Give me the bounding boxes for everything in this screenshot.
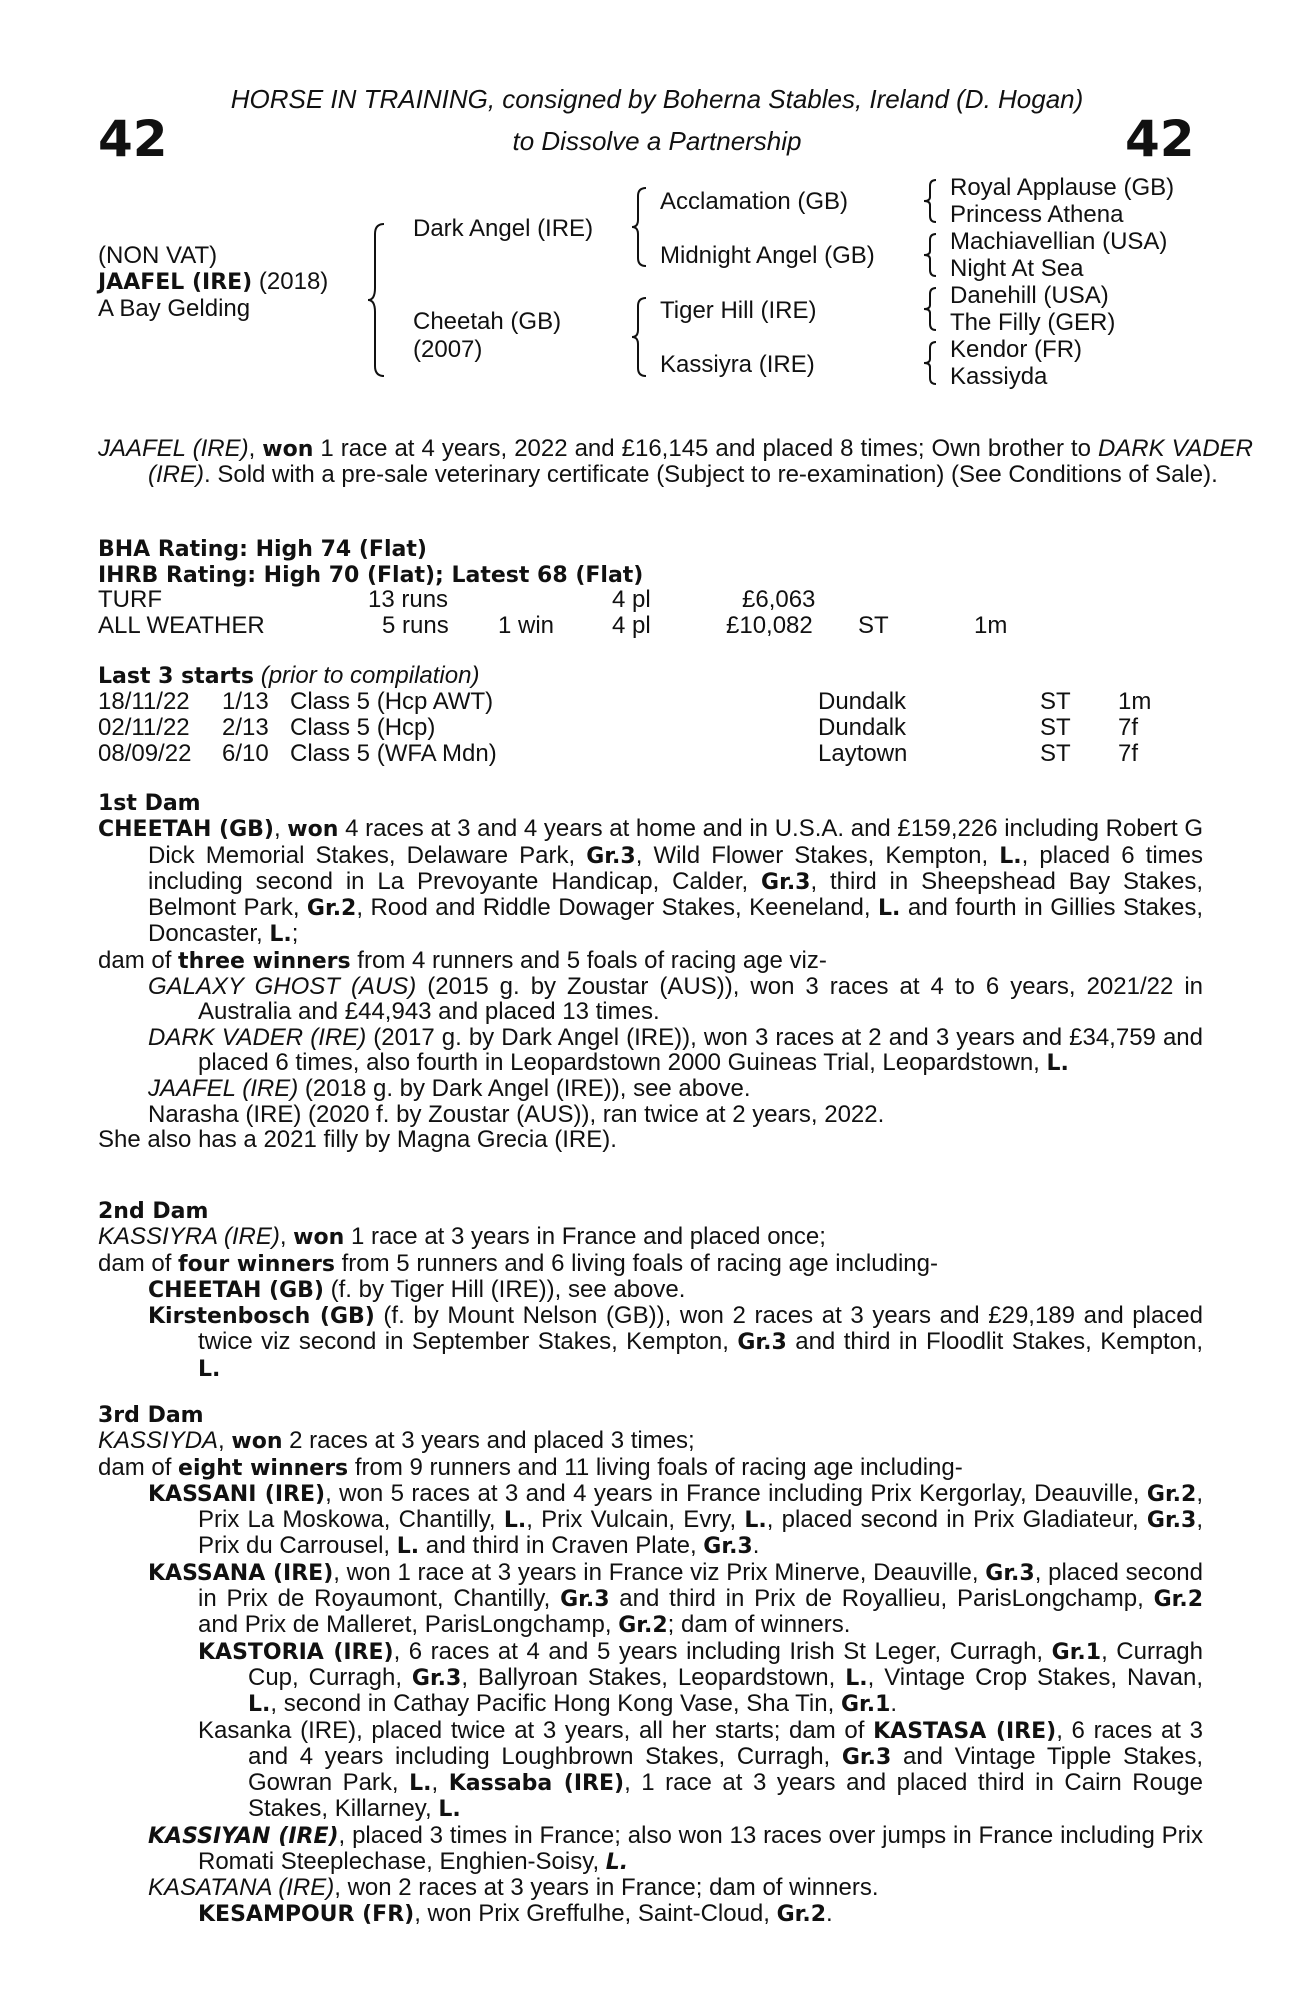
gen3-5: Danehill (USA): [950, 282, 1109, 309]
text: and Vintage Tipple Stakes, Gowran Park,: [248, 1742, 1203, 1797]
grade: L.: [438, 1797, 461, 1823]
text: , won 5 races at 3 and 4 years in France including Prix Kergorlay, Deauville,: [325, 1479, 1147, 1507]
grade: Gr.2: [1146, 1481, 1197, 1507]
text: , placed second in Prix Gladiateur,: [766, 1506, 1147, 1534]
second-dam-record: KASSIYRA (IRE), won 1 race at 3 years in France and placed once;: [98, 1223, 826, 1251]
produce-item: [98, 1639, 1203, 1718]
sire-name: Dark Angel (IRE): [413, 215, 594, 242]
horse-name: JAAFEL (IRE): [98, 270, 253, 295]
text: , won 2 races at 3 years in France; dam of winners.: [334, 1874, 879, 1902]
text: , won 1 race at 3 years in France viz Prix Minerve, Deauville,: [333, 1558, 986, 1586]
start-course: Laytown: [818, 740, 908, 767]
start-distance: 1m: [1118, 688, 1152, 715]
third-dam-title: 3rd Dam: [98, 1403, 204, 1428]
produce-item: [98, 974, 1203, 1025]
grade: L.: [503, 1508, 527, 1534]
dam-year: (2007): [413, 336, 483, 363]
produce-item: [98, 1875, 1203, 1900]
sire-sire: Acclamation (GB): [660, 188, 849, 215]
record-surface: TURF: [98, 586, 162, 613]
winners-count: four winners: [178, 1251, 335, 1277]
start-going: ST: [1040, 688, 1071, 715]
start-race: Class 5 (Hcp): [290, 714, 436, 741]
gen3-3: Machiavellian (USA): [950, 228, 1168, 255]
text: 2 races at 3 years and placed 3 times;: [282, 1427, 695, 1455]
text: , second in Cathay Pacific Hong Kong Vase, Sha Tin,: [270, 1690, 841, 1718]
first-dam-record: CHEETAH (GB), won 4 races at 3 and 4 years at home and in U.S.A. and £159,226 including Robert G Dick Memorial Stakes, Delaware Park, Gr.3, Wild Flower Stakes, Kempton, L., placed 6 times including second in La Prevoyante Handicap, Calder, Gr.3, third in Sheepshead Bay Stakes, Belmont Park, Gr.2, Rood and Riddle Dowager Stakes, Keeneland, L. and fourth in Gillies Stakes, Doncaster, L.;: [98, 815, 1204, 948]
produce-item: [98, 1277, 1203, 1303]
pedigree-brace-sire: [630, 186, 650, 268]
produce-item: [98, 1481, 1203, 1560]
produce-name: Kirstenbosch (GB): [148, 1304, 375, 1330]
text: and Prix de Malleret, ParisLongchamp,: [198, 1611, 619, 1639]
produce-item: [98, 1076, 1203, 1101]
record-runs: 13 runs: [368, 586, 449, 613]
text: , Prix Vulcain, Evry,: [526, 1506, 745, 1534]
grade: L.: [396, 1534, 420, 1560]
gen3-7: Kendor (FR): [950, 336, 1083, 363]
text: dam of: [98, 946, 179, 974]
winners-count: three winners: [178, 948, 351, 974]
first-dam-title: 1st Dam: [98, 791, 201, 816]
produce-name: KASSIYAN (IRE): [148, 1823, 339, 1849]
dam-dam: Kassiyra (IRE): [660, 351, 815, 378]
grade: L.: [845, 1665, 868, 1691]
vat-status: (NON VAT): [98, 242, 218, 269]
grade: Gr.1: [1051, 1639, 1102, 1665]
record-wins: 1 win: [498, 612, 555, 639]
start-date: 08/09/22: [98, 740, 192, 767]
text: (f. by Mount Nelson (GB)), won 2 races at 3 years and £29,189 and placed twice viz second in September Stakes, Kempton,: [198, 1302, 1203, 1356]
last-starts-heading: [98, 662, 479, 690]
record-placed: 4 pl: [612, 612, 651, 639]
grade: Gr.3: [761, 869, 811, 895]
horse-heading: [98, 268, 328, 296]
text: 1 race at 3 years in France and placed once;: [344, 1223, 826, 1251]
produce-item: Narasha (IRE) (2020 f. by Zoustar (AUS)), ran twice at 2 years, 2022.: [148, 1100, 885, 1128]
ihrb-rating-text: IHRB Rating: High 70 (Flat); Latest 68 (Flat): [98, 563, 644, 588]
text: from 4 runners and 5 foals of racing age viz-: [350, 946, 827, 974]
grade: L.: [1046, 1050, 1069, 1076]
intro-text-1: 1 race at 4 years, 2022 and £16,145 and placed 8 times; Own brother to: [313, 435, 1098, 462]
grade: Gr.3: [985, 1560, 1035, 1586]
sire-dam: Midnight Angel (GB): [660, 242, 875, 269]
dam-sire: Tiger Hill (IRE): [660, 297, 817, 324]
first-dam-heading: [98, 790, 1203, 816]
winners-count: eight winners: [178, 1455, 349, 1481]
text: dam of: [98, 1453, 179, 1481]
text: , Curragh Cup, Curragh,: [248, 1637, 1203, 1691]
second-dam-won: won: [293, 1225, 345, 1251]
text: , Prix du Carrousel,: [198, 1506, 1203, 1560]
pedigree-brace-g3-2: [922, 232, 940, 278]
third-dam-record: KASSIYDA, won 2 races at 3 years and placed 3 times;: [98, 1427, 695, 1455]
text: Kasanka (IRE), placed twice at 3 years, all her starts; dam of: [198, 1716, 874, 1744]
produce-note: She also has a 2021 filly by Magna Grecia (IRE).: [98, 1125, 617, 1153]
grade: L.: [744, 1508, 767, 1534]
grade: L.: [878, 896, 901, 922]
start-going: ST: [1040, 714, 1071, 741]
grade: Gr.3: [737, 1330, 787, 1356]
produce-name: JAAFEL (IRE): [148, 1075, 299, 1103]
text: , 6 races at 4 and 5 years including Irish St Leger, Curragh,: [393, 1637, 1052, 1665]
first-dam-produce-summary: [98, 948, 1203, 974]
dam-name: Cheetah (GB): [413, 308, 562, 335]
gen3-2: Princess Athena: [950, 201, 1124, 228]
text: .: [752, 1532, 760, 1560]
start-position: 2/13: [222, 714, 269, 741]
text: .: [890, 1690, 898, 1718]
record-prize: £6,063: [742, 586, 816, 613]
start-date: 02/11/22: [98, 714, 190, 741]
third-dam-produce-summary: [98, 1455, 1203, 1481]
intro-paragraph: JAAFEL (IRE), won 1 race at 4 years, 2022 and £16,145 and placed 8 times; Own brother to DARK VADER (IRE). Sold with a pre-sale veterinary certificate (Subject to re-examination) (See Conditions of Sale).: [98, 435, 1254, 489]
produce-name: KASTASA (IRE): [873, 1718, 1057, 1744]
text: , Vintage Crop Stakes, Navan,: [867, 1663, 1204, 1691]
grade: Gr.2: [306, 896, 357, 922]
record-distance: 1m: [974, 612, 1008, 639]
intro-brother: DARK VADER (IRE): [148, 435, 1254, 489]
text: (2018 g. by Dark Angel (IRE)), see above.: [298, 1075, 751, 1103]
second-dam-name: KASSIYRA (IRE): [98, 1223, 280, 1251]
produce-name: KASSANA (IRE): [148, 1560, 334, 1586]
grade: Gr.2: [776, 1901, 827, 1927]
gen3-1: Royal Applause (GB): [950, 174, 1175, 201]
ihrb-rating: [98, 561, 643, 589]
start-date: 18/11/22: [98, 688, 190, 715]
start-position: 1/13: [222, 688, 269, 715]
grade: L.: [198, 1356, 221, 1382]
produce-item: [98, 1718, 1203, 1823]
start-course: Dundalk: [818, 688, 907, 715]
text: ;: [291, 920, 299, 948]
pedigree-brace-dam: [630, 296, 650, 378]
grade: Gr.3: [841, 1744, 892, 1770]
text: , 6 races at 3 and 4 years including Loughbrown Stakes, Curragh,: [248, 1716, 1203, 1770]
text: dam of: [98, 1249, 179, 1277]
last-starts-note: (prior to compilation): [260, 662, 480, 689]
produce-item: [98, 1823, 1203, 1876]
grade: L.: [999, 843, 1022, 869]
last-starts-title: Last 3 starts: [98, 664, 255, 689]
produce-name: DARK VADER (IRE): [148, 1023, 367, 1051]
pedigree-brace-g3-4: [922, 340, 940, 386]
text: , placed 6 times including second in La Prevoyante Handicap, Calder,: [148, 841, 1204, 895]
third-dam-name: KASSIYDA: [98, 1427, 219, 1455]
text: , won Prix Greffulhe, Saint-Cloud,: [414, 1899, 777, 1927]
grade: L.: [409, 1771, 432, 1797]
produce-name: KASATANA (IRE): [148, 1874, 335, 1902]
first-dam-won: won: [287, 817, 339, 843]
header-subtitle: to Dissolve a Partnership: [512, 126, 802, 156]
second-dam-title: 2nd Dam: [98, 1199, 209, 1224]
pedigree-brace-main: [366, 222, 390, 378]
intro-text-2: . Sold with a pre-sale veterinary certificate (Subject to re-examination) (See Conditions of Sale).: [204, 461, 1218, 489]
third-dam-heading: [98, 1402, 1203, 1428]
bha-rating-text: BHA Rating: High 74 (Flat): [98, 537, 427, 562]
text: and third in Floodlit Stakes, Kempton,: [786, 1328, 1203, 1356]
record-going: ST: [858, 612, 889, 639]
text: .: [826, 1899, 833, 1927]
produce-name: CHEETAH (GB): [148, 1277, 324, 1303]
intro-won: won: [262, 437, 314, 462]
text: (2015 g. by Zoustar (AUS)), won 3 races at 4 to 6 years, 2021/22 in Australia and £44,943 and placed 13 times.: [198, 973, 1204, 1026]
second-dam-section: [98, 1198, 1203, 1382]
start-race: Class 5 (Hcp AWT): [290, 688, 494, 715]
text: ,: [431, 1769, 449, 1797]
grade: Gr.2: [618, 1613, 668, 1639]
start-course: Dundalk: [818, 714, 907, 741]
grade: L.: [248, 1692, 271, 1718]
intro-horse-name: JAAFEL (IRE): [98, 435, 249, 462]
start-position: 6/10: [222, 740, 269, 767]
grade: Gr.3: [560, 1587, 610, 1613]
horse-description: A Bay Gelding: [98, 295, 251, 322]
text: from 5 runners and 6 living foals of racing age including-: [334, 1249, 938, 1277]
start-distance: 7f: [1118, 714, 1139, 741]
text: from 9 runners and 11 living foals of racing age including-: [348, 1453, 963, 1481]
produce-name: GALAXY GHOST (AUS): [148, 973, 417, 1001]
pedigree-brace-g3-3: [922, 286, 940, 332]
second-dam-produce-summary: [98, 1251, 1203, 1277]
produce-item: [98, 1560, 1203, 1639]
text: , Prix La Moskowa, Chantilly,: [198, 1479, 1203, 1534]
grade: Gr.3: [703, 1534, 753, 1560]
text: (2017 g. by Dark Angel (IRE)), won 3 races at 2 and 3 years and £34,759 and placed 6 times, also fourth in Leopardstown 2000 Guineas Trial, Leopardstown,: [198, 1023, 1204, 1076]
produce-name: Kassaba (IRE): [448, 1771, 625, 1797]
record-surface: ALL WEATHER: [98, 612, 265, 639]
text: , placed 3 times in France; also won 13 races over jumps in France including Prix Romati Steeplechase, Enghien-Soisy,: [198, 1821, 1203, 1876]
gen3-6: The Filly (GER): [950, 309, 1116, 336]
grade: Gr.3: [1146, 1508, 1197, 1534]
text: , placed second in Prix de Royaumont, Chantilly,: [198, 1558, 1203, 1613]
lot-number-right: 42: [1125, 110, 1195, 168]
text: and third in Craven Plate,: [419, 1532, 704, 1560]
header-consignor: HORSE IN TRAINING, consigned by Boherna Stables, Ireland (D. Hogan): [230, 84, 1084, 114]
first-dam-name: CHEETAH (GB): [98, 817, 274, 843]
produce-name: KESAMPOUR (FR): [198, 1901, 415, 1927]
text: , Wild Flower Stakes, Kempton,: [635, 841, 1000, 869]
gen3-8: Kassiyda: [950, 363, 1048, 390]
lot-number-left: 42: [98, 110, 168, 168]
record-runs: 5 runs: [382, 612, 449, 639]
grade: Gr.3: [586, 843, 636, 869]
text: (f. by Tiger Hill (IRE)), see above.: [323, 1275, 686, 1303]
bha-rating: [98, 535, 427, 563]
text: , 1 race at 3 years and placed third in Cairn Rouge Stakes, Killarney,: [248, 1769, 1204, 1823]
third-dam-section: [98, 1402, 1203, 1927]
text: , third in Sheepshead Bay Stakes, Belmont Park,: [148, 867, 1203, 922]
text: and third in Prix de Royallieu, ParisLongchamp,: [609, 1585, 1154, 1613]
grade: Gr.3: [411, 1665, 462, 1691]
start-distance: 7f: [1118, 740, 1139, 767]
third-dam-won: won: [231, 1429, 283, 1455]
produce-name: KASSANI (IRE): [148, 1481, 326, 1507]
produce-item: [98, 1025, 1203, 1077]
grade: L.: [605, 1850, 629, 1876]
record-placed: 4 pl: [612, 586, 651, 613]
pedigree-brace-g3-1: [922, 178, 940, 224]
text: 4 races at 3 and 4 years at home and in U.S.A. and £159,226 including Robert G Dick Memorial Stakes, Delaware Park,: [148, 815, 1203, 869]
horse-year: (2018): [258, 268, 329, 295]
grade: Gr.1: [840, 1692, 891, 1718]
text: , Ballyroan Stakes, Leopardstown,: [461, 1663, 846, 1691]
text: , Rood and Riddle Dowager Stakes, Keeneland,: [356, 894, 878, 922]
start-going: ST: [1040, 740, 1071, 767]
second-dam-heading: [98, 1198, 1203, 1224]
text: ; dam of winners.: [667, 1611, 851, 1639]
gen3-4: Night At Sea: [950, 255, 1084, 282]
first-dam-section: [98, 790, 1203, 1152]
start-race: Class 5 (WFA Mdn): [290, 740, 497, 767]
grade: Gr.2: [1153, 1587, 1203, 1613]
grade: L.: [269, 922, 292, 948]
produce-item: [98, 1901, 1203, 1927]
text: and fourth in Gillies Stakes, Doncaster,: [148, 894, 1203, 948]
produce-name: KASTORIA (IRE): [198, 1639, 394, 1665]
produce-item: [98, 1303, 1203, 1382]
record-prize: £10,082: [726, 612, 813, 639]
